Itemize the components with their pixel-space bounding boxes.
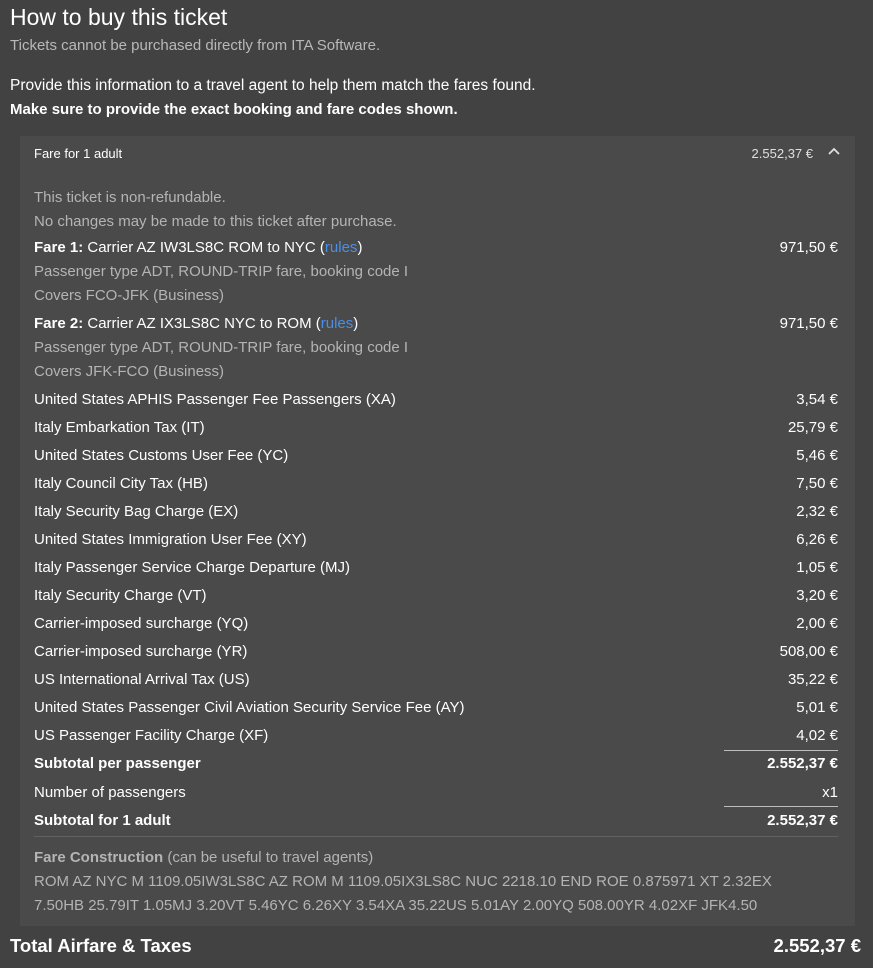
subtotal-adult-label: Subtotal for 1 adult: [34, 812, 171, 829]
tax-label: Italy Security Bag Charge (EX): [34, 503, 239, 520]
tax-label: Italy Security Charge (VT): [34, 587, 207, 604]
tax-label: Carrier-imposed surcharge (YR): [34, 643, 248, 660]
tax-amount: 5,46 €: [796, 447, 838, 464]
agent-info-text: Provide this information to a travel agent to help them match the fares found.: [10, 77, 536, 94]
fare-construction-label: Fare Construction: [34, 849, 164, 866]
fare-construction-heading: [34, 849, 373, 866]
fare-construction-hint: (can be useful to travel agents): [163, 849, 374, 866]
no-changes-note-text: No changes may be made to this ticket after purchase.: [34, 213, 397, 230]
fare-1-prefix: Fare 1:: [34, 239, 84, 256]
fare-1-passenger-type: Passenger type ADT, ROUND-TRIP fare, booking code I: [34, 263, 409, 280]
tax-amount: 508,00 €: [779, 643, 838, 660]
fare-1-carrier: Carrier AZ IW3LS8C ROM to NYC (: [83, 239, 325, 256]
tax-label: Italy Embarkation Tax (IT): [34, 419, 205, 436]
fare-2-label: [34, 314, 358, 334]
fare-1-amount: 971,50 €: [779, 239, 838, 256]
tax-amount: 6,26 €: [796, 531, 838, 548]
subtotal-divider: [724, 750, 838, 751]
fare-construction-line-2: 7.50HB 25.79IT 1.05MJ 3.20VT 5.46YC 6.26XY 3.54XA 35.22US 5.01AY 2.00YQ 508.00YR 4.02XF JFK4.50: [34, 897, 758, 914]
number-of-passengers-value: x1: [822, 784, 838, 801]
tax-label: Italy Council City Tax (HB): [34, 475, 208, 492]
fare-construction-divider: [34, 836, 838, 837]
fare-2-covers: Covers JFK-FCO (Business): [34, 363, 225, 380]
subtotal-per-passenger-amount: 2.552,37 €: [767, 755, 838, 772]
tax-amount: 2,00 €: [796, 615, 838, 632]
fare-header-label[interactable]: Fare for 1 adult: [34, 146, 123, 161]
fare-header-amount[interactable]: 2.552,37 €: [751, 146, 813, 161]
fare-1-suffix: ): [357, 239, 363, 256]
fare-construction-line-1: ROM AZ NYC M 1109.05IW3LS8C AZ ROM M 1109.05IX3LS8C NUC 2218.10 END ROE 0.875971 XT 2.32EX: [34, 873, 772, 890]
number-of-passengers-label: Number of passengers: [34, 784, 186, 801]
subtotal-per-passenger-label: Subtotal per passenger: [34, 755, 201, 772]
tax-amount: 35,22 €: [787, 671, 838, 688]
tax-amount: 2,32 €: [796, 503, 838, 520]
fare-2-rules-link[interactable]: rules: [320, 315, 354, 332]
total-label: Total Airfare & Taxes: [10, 935, 192, 956]
tax-label: Italy Passenger Service Charge Departure (MJ): [34, 559, 350, 576]
tax-amount: 4,02 €: [796, 727, 838, 744]
tax-label: United States Immigration User Fee (XY): [34, 531, 307, 548]
passengers-divider: [724, 806, 838, 807]
non-refundable-note-text: This ticket is non-refundable.: [34, 189, 226, 206]
tax-label: United States Customs User Fee (YC): [34, 447, 289, 464]
tax-label: United States Passenger Civil Aviation Security Service Fee (AY): [34, 699, 465, 716]
fare-2-amount: 971,50 €: [779, 315, 838, 332]
tax-label: US Passenger Facility Charge (XF): [34, 727, 269, 744]
fare-2-passenger-type: Passenger type ADT, ROUND-TRIP fare, booking code I: [34, 339, 409, 356]
page-subtitle: Tickets cannot be purchased directly from ITA Software.: [10, 37, 381, 54]
fare-1-covers: Covers FCO-JFK (Business): [34, 287, 225, 304]
fare-2-carrier: Carrier AZ IX3LS8C NYC to ROM (: [83, 315, 321, 332]
fare-2-suffix: ): [353, 315, 359, 332]
chevron-up-icon[interactable]: [826, 144, 842, 158]
tax-amount: 1,05 €: [796, 559, 838, 576]
tax-label: Carrier-imposed surcharge (YQ): [34, 615, 249, 632]
tax-amount: 3,54 €: [796, 391, 838, 408]
fare-2-prefix: Fare 2:: [34, 315, 84, 332]
fare-1-rules-link[interactable]: rules: [324, 239, 358, 256]
tax-amount: 3,20 €: [796, 587, 838, 604]
tax-amount: 25,79 €: [787, 419, 838, 436]
tax-amount: 7,50 €: [796, 475, 838, 492]
page-title: How to buy this ticket: [10, 4, 228, 30]
tax-label: United States APHIS Passenger Fee Passengers (XA): [34, 391, 396, 408]
tax-amount: 5,01 €: [796, 699, 838, 716]
subtotal-adult-amount: 2.552,37 €: [767, 812, 838, 829]
agent-info-bold-text: Make sure to provide the exact booking and fare codes shown.: [10, 101, 458, 118]
tax-label: US International Arrival Tax (US): [34, 671, 250, 688]
fare-1-label: [34, 238, 362, 258]
total-amount: 2.552,37 €: [773, 935, 861, 956]
